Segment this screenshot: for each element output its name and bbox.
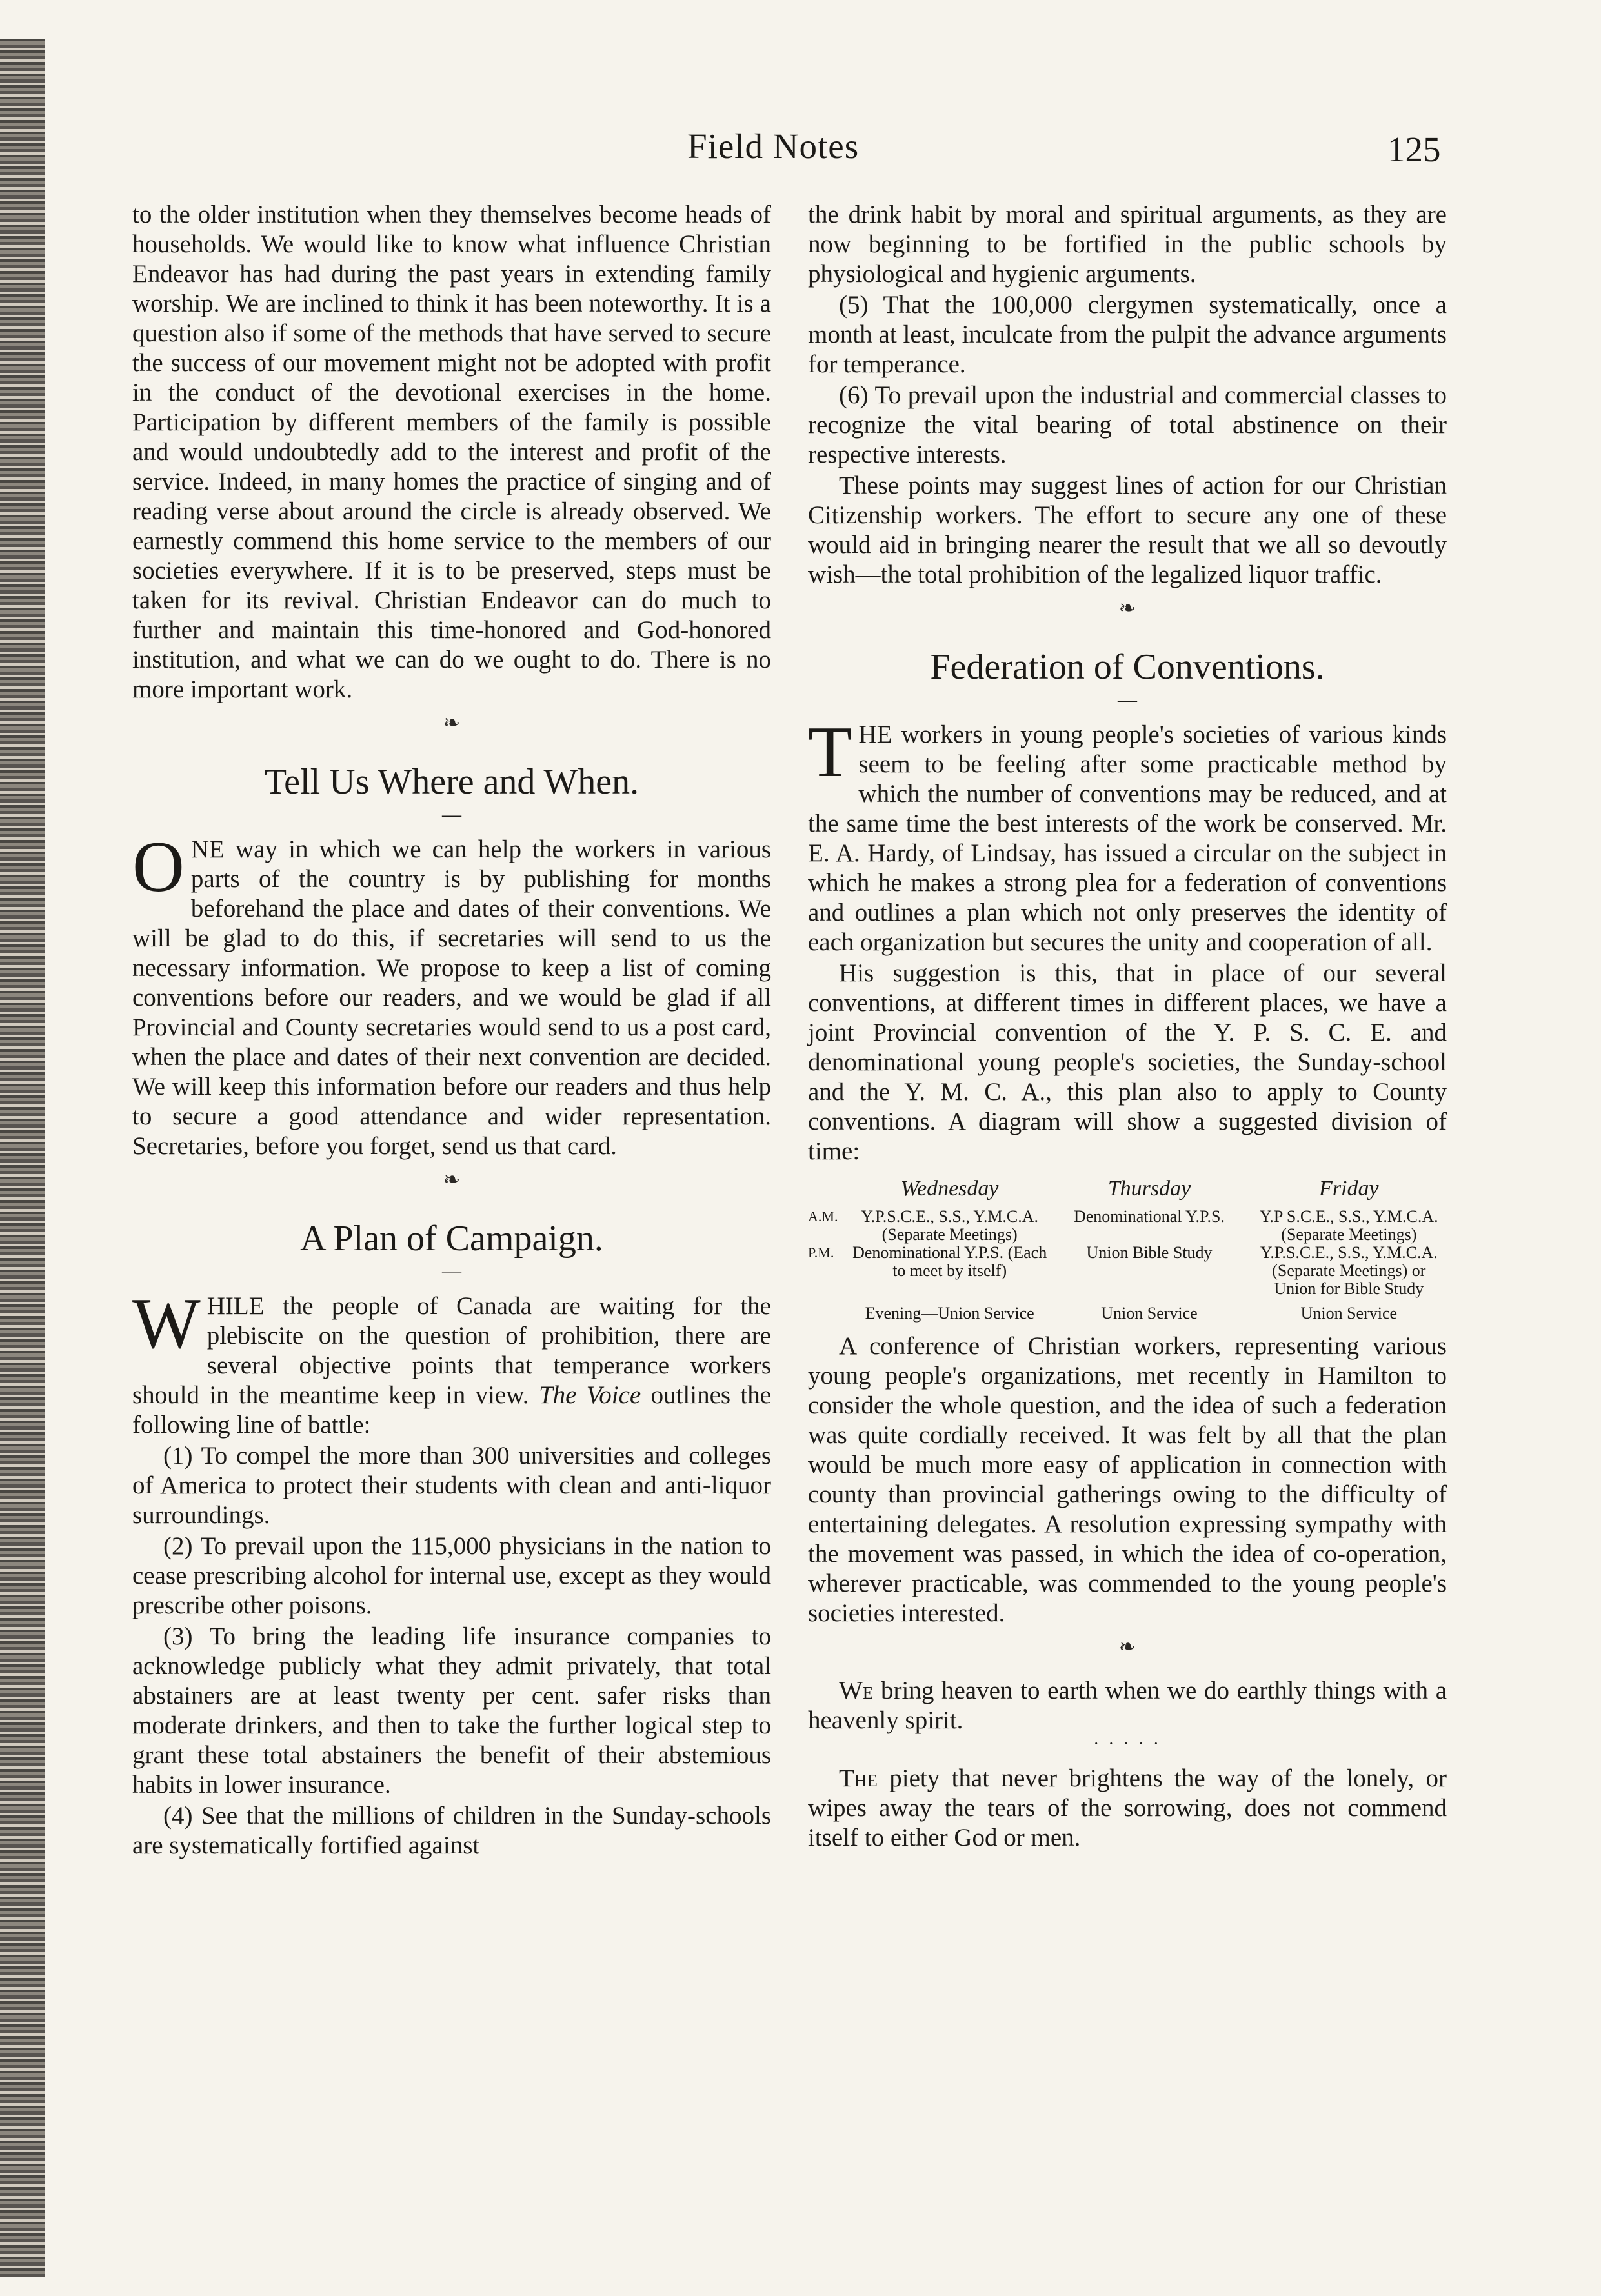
right-column	[808, 200, 1447, 1854]
list-item-point-1: (1) To compel the more than 300 universities and colleges of America to protect their students with clean and anti-liquor surroundings.	[132, 1442, 771, 1529]
ornament-icon: ❧	[443, 711, 461, 734]
heading-rule: —	[442, 1261, 461, 1282]
schedule-evening-cell: Evening—Union Service	[865, 1304, 1034, 1323]
schedule-day-friday: Friday	[1319, 1177, 1379, 1201]
heading-rule: —	[1118, 689, 1137, 710]
paragraph-suggestion: His suggestion is this, that in place of our several conventions, at different times in different places, we have a joint Provincial convention of the Y. P. S. C. E. and denominational young people's societies, the Sunday-school and the Y. M. C. A., this plan also to apply to County conventions. A diagram will show a suggested division of time:	[808, 959, 1447, 1165]
paragraph-federation-intro: THE workers in young people's societies of various kinds seem to be feeling after some practicable method by which the number of conventions may be reduced, and at the same time the best interests of the work be conserved. Mr. E. A. Hardy, of Lindsay, has issued a circular on the subject in which he makes a strong plea for a federation of conventions and outlines a plan which not only preserves the identity of each organization but secures the unity and cooperation of all.	[808, 712, 1447, 956]
list-item-point-6: (6) To prevail upon the industrial and commercial classes to recognize the vital bearing of total abstinence on their respective interests.	[808, 381, 1447, 468]
drop-cap: W	[132, 1284, 201, 1364]
left-column	[132, 200, 771, 1862]
ornament-icon: ❧	[1118, 1635, 1136, 1658]
schedule-cell: Y.P S.C.E., S.S., Y.M.C.A. (Separate Meetings)	[1259, 1207, 1438, 1244]
dots-separator: · · · · ·	[1093, 1734, 1162, 1753]
ornament-icon: ❧	[1118, 596, 1136, 619]
schedule-am-label: A.M.	[808, 1208, 838, 1224]
drop-cap: T	[808, 712, 852, 792]
quote-piety: The piety that never brightens the way of the lonely, or wipes away the tears of the sorrowing, does not commend itself to either God or men.	[808, 1764, 1447, 1852]
schedule-corner	[808, 1175, 848, 1208]
paragraph-closing: These points may suggest lines of action for our Christian Citizenship workers. The effort to secure any one of these would aid in bringing nearer the result that we all so devoutly wish—the total prohibition of the legalized liquor traffic.	[808, 472, 1447, 588]
list-item-point-3: (3) To bring the leading life insurance companies to acknowledge publicly what they admit privately, that total abstainers are at least twenty per cent. safer risks than moderate drinkers, and then to take the further logical step to grant these total abstainers the benefit of their abstemious habits in lower insurance.	[132, 1622, 771, 1799]
schedule-evening-cell: Union Service	[1300, 1304, 1398, 1323]
schedule-day-wednesday: Wednesday	[900, 1177, 999, 1201]
schedule-cell: Denominational Y.P.S. (Each to meet by itself)	[852, 1243, 1047, 1280]
list-item-point-4: (4) See that the millions of children in the Sunday-schools are systematically fortified against	[132, 1802, 771, 1859]
schedule-cell	[808, 1298, 848, 1323]
schedule-cell: Denominational Y.P.S.	[1073, 1207, 1225, 1226]
paragraph-plan-of-campaign: WHILE the people of Canada are waiting for the plebiscite on the question of prohibition, there are several objective points that temperance workers should in the meantime keep in view. The Voice outlines the following line of battle:	[132, 1284, 772, 1439]
schedule-pm-label: P.M.	[808, 1244, 834, 1261]
drop-cap: O	[132, 827, 185, 907]
schedule-cell: Y.P.S.C.E., S.S., Y.M.C.A. (Separate Meetings) or Union for Bible Study	[1260, 1243, 1438, 1298]
schedule-evening-cell: Union Service	[1101, 1304, 1198, 1323]
list-item-point-5: (5) That the 100,000 clergymen systematically, once a month at least, inculcate from the pulpit the advance arguments for temperance.	[808, 291, 1447, 378]
page-number: 125	[1387, 130, 1441, 169]
quote-heaven-to-earth: We bring heaven to earth when we do earthly things with a heavenly spirit.	[808, 1677, 1447, 1734]
schedule-day-thursday: Thursday	[1107, 1177, 1191, 1201]
publication-title: The Voice	[538, 1381, 641, 1409]
schedule-cell: Union Bible Study	[1086, 1243, 1213, 1262]
paragraph-conference: A conference of Christian workers, representing various young people's organizations, met recently in Hamilton to consider the whole question, and the idea of such a federation was quite cordially received. It was felt by all that the plan would be much more easy of application in connection with county than provincial gatherings owing to the difficulty of entertaining delegates. A resolution expressing sympathy with the movement was passed, in which the idea of co-operation, wherever practicable, was commended to the young people's societies interested.	[808, 1332, 1447, 1627]
running-header: Field Notes	[687, 126, 860, 166]
paragraph-continuation: the drink habit by moral and spiritual arguments, as they are now beginning to be fortified in the public schools by physiological and hygienic arguments.	[808, 201, 1447, 288]
book-binding-edge	[0, 39, 45, 2277]
list-item-point-2: (2) To prevail upon the 115,000 physicians in the nation to cease prescribing alcohol for internal use, except as they would prescribe other poisons.	[132, 1532, 771, 1619]
paragraph-family-worship: to the older institution when they themselves become heads of households. We would like to know what influence Christian Endeavor has had during the past years in extending family worship. We are inclined to think it has been noteworthy. It is a question also if some of the methods that have served to secure the success of our movement might not be adopted with profit in the conduct of the devotional exercises in the home. Participation by different members of the family is possible and would undoubtedly add to the interest and profit of the service. Indeed, in many homes the practice of singing and of reading verse about around the circle is already observed. We earnestly commend this home service to the members of our societies everywhere. If it is to be preserved, steps must be taken for its revival. Christian Endeavor can do much to further and maintain this time-honored and God-honored institution, and what we can do we ought to do. There is no more important work.	[132, 201, 771, 703]
heading-federation-of-conventions: Federation of Conventions.	[930, 647, 1325, 687]
ornament-icon: ❧	[443, 1168, 461, 1191]
heading-rule: —	[442, 804, 461, 825]
schedule-cell: Y.P.S.C.E., S.S., Y.M.C.A. (Separate Meetings)	[861, 1207, 1039, 1244]
schedule-diagram	[808, 1175, 1447, 1323]
heading-plan-of-campaign: A Plan of Campaign.	[300, 1219, 603, 1259]
heading-tell-us-where-and-when: Tell Us Where and When.	[264, 762, 639, 802]
paragraph-tell-us: ONE way in which we can help the workers in various parts of the country is by publishing for months beforehand the place and dates of their conventions. We will be glad to do this, if secretaries will send to us the necessary information. We propose to keep a list of coming conventions before our readers, and we would be glad if all Provincial and County secretaries would send to us a post card, when the place and dates of their next convention are decided. We will keep this information before our readers and thus help to secure a good attendance and wider representation. Secretaries, before you forget, send us that card.	[132, 827, 771, 1160]
